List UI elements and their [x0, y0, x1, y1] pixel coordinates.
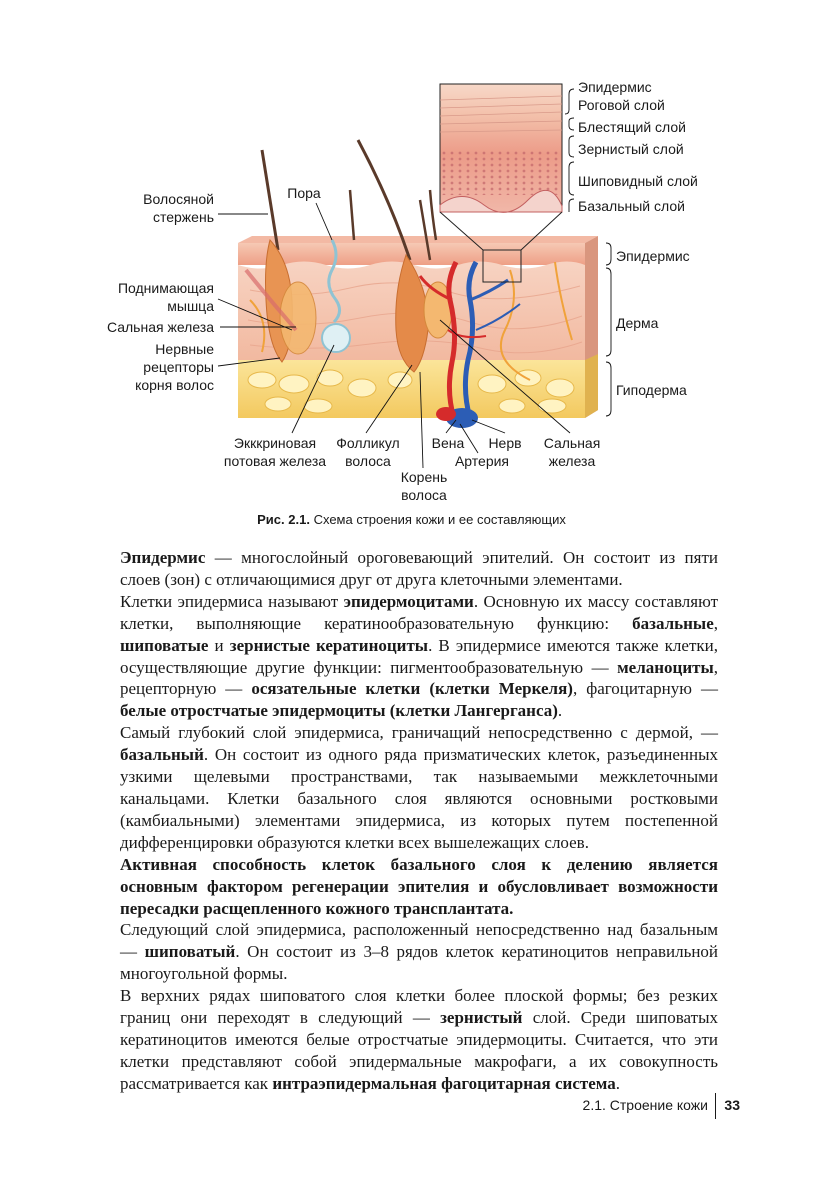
- label-eccrine-1: Экккриновая: [233, 435, 317, 451]
- p2-text-7: , фагоцитарную —: [572, 679, 718, 699]
- label-inset-epidermis: Эпидермис: [578, 79, 652, 95]
- p2-text-1: Клетки эпидермиса называют: [120, 591, 344, 611]
- p3-text-1: Самый глубокий слой эпидермиса, граничащий непосредственно с дермой, —: [120, 723, 718, 743]
- label-nerve: Нерв: [488, 435, 522, 451]
- term-melanocytes: меланоциты: [617, 657, 714, 677]
- paragraph-1: [120, 547, 718, 591]
- p2-text-8: .: [557, 701, 563, 721]
- p2-text-6: , рецепторную —: [120, 657, 718, 699]
- label-nerve-receptors-2: рецепторы: [143, 359, 214, 375]
- label-nerve-receptors-3: корня волос: [135, 377, 214, 393]
- figure-caption: [0, 512, 823, 527]
- term-spinous: шиповатые: [120, 635, 209, 655]
- label-nerve-receptors-1: Нервные: [155, 341, 214, 357]
- p2-text-2: . Основную их массу составляют клетки, выполняющие кератинообразовательную функцию:: [120, 591, 718, 633]
- caption-text: Схема строения кожи и ее составляющих: [313, 512, 566, 527]
- p3-text-2: . Он состоит из одного ряда призматических клеток, разъединенных узкими щелевыми пространствами, так называемыми межклеточными канальцами. Клетки базального слоя являются основными ростковыми (камбиальными) элементами эпидермиса, из которых путем постепенной дифференцировки образуются клетки всех вышележащих слоев.: [120, 745, 718, 852]
- term-phagocytic-system: интраэпидермальная фагоцитарная система: [272, 1073, 616, 1093]
- label-stratum-lucidum: Блестящий слой: [578, 119, 686, 135]
- label-follicle-1: Фолликул: [336, 435, 400, 451]
- p2-text-5: . В эпидермисе имеются также клетки, осуществляющие другие функции: пигментообразовательную —: [120, 635, 718, 677]
- label-hair-shaft-1: Волосяной: [143, 191, 214, 207]
- p5-text-1: Следующий слой эпидермиса, расположенный непосредственно над базальным —: [120, 920, 718, 962]
- body-text: [120, 547, 718, 1095]
- term-granular-keratinocytes: зернистые кератиноциты: [229, 635, 429, 655]
- label-eccrine-2: потовая железа: [223, 453, 327, 469]
- caption-label: Рис. 2.1.: [257, 512, 310, 527]
- footer-section-title: 2.1. Строение кожи: [582, 1097, 708, 1113]
- paragraph-5: [120, 919, 718, 985]
- label-root-2: волоса: [401, 487, 447, 503]
- label-stratum-basale: Базальный слой: [578, 198, 685, 214]
- footer-divider: [715, 1093, 717, 1119]
- term-merkel-cells: осязательные клетки (клетки Меркеля): [251, 679, 573, 699]
- label-follicle-2: волоса: [345, 453, 391, 469]
- label-stratum-granulosum: Зернистый слой: [578, 141, 684, 157]
- term-basal: базальные: [632, 613, 714, 633]
- paragraph-3: [120, 722, 718, 853]
- term-langerhans-cells: белые отростчатые эпидермоциты (клетки Лангерганса): [120, 701, 558, 721]
- label-hair-shaft-2: стержень: [152, 209, 214, 225]
- skin-structure-figure: [0, 0, 823, 540]
- label-sebaceous-right-2: железа: [548, 453, 596, 469]
- term-epidermocytes: эпидермоцитами: [343, 591, 474, 611]
- p6-text-3: .: [615, 1073, 620, 1093]
- highlight-regeneration: Активная способность клеток базального слоя к делению является основным фактором регенерации эпителия и обусловливает возможности пересадки расщепленного кожного трансплантата.: [120, 854, 718, 918]
- label-root-1: Корень: [400, 469, 448, 485]
- term-basal-layer: базальный: [120, 745, 204, 765]
- label-arrector-1: Поднимающая: [117, 280, 214, 296]
- label-pore: Пора: [287, 185, 321, 201]
- label-sebaceous-right-1: Сальная: [543, 435, 601, 451]
- paragraph-2: [120, 591, 718, 722]
- p2-text-4: и: [208, 635, 230, 655]
- p6-text-2: слой. Среди шиповатых кератиноцитов имеются белые отростчатые эпидермоциты. Считается, что эти клетки представляют собой эпидермальные макрофаги, а их совокупность рассматривается как: [120, 1008, 718, 1093]
- p1-text: — многослойный ороговевающий эпителий. Он состоит из пяти слоев (зон) с отличающимися друг от друга клеточными элементами.: [120, 548, 718, 589]
- label-stratum-spinosum: Шиповидный слой: [578, 173, 698, 189]
- page-footer: [520, 1093, 740, 1121]
- label-sebaceous-left: Сальная железа: [106, 319, 214, 335]
- paragraph-4: [120, 854, 718, 920]
- label-epidermis: Эпидермис: [616, 248, 690, 264]
- term-spinous-layer: шиповатый: [144, 942, 236, 962]
- label-stratum-corneum: Роговой слой: [578, 97, 665, 113]
- term-granular-layer: зернистый: [440, 1008, 523, 1028]
- label-hypodermis: Гиподерма: [616, 382, 687, 398]
- term-epidermis: Эпидермис: [120, 548, 206, 567]
- page-number: 33: [724, 1097, 740, 1113]
- label-artery: Артерия: [454, 453, 510, 469]
- p2-text-3: ,: [713, 613, 718, 633]
- p6-text-1: В верхних рядах шиповатого слоя клетки более плоской формы; без резких границ они переходят в следующий —: [120, 986, 718, 1028]
- label-arrector-2: мышца: [167, 298, 214, 314]
- paragraph-6: [120, 985, 718, 1095]
- label-vein: Вена: [431, 435, 465, 451]
- layer-brackets: [606, 243, 611, 416]
- inset-brackets: [565, 89, 574, 212]
- label-dermis: Дерма: [616, 315, 659, 331]
- p5-text-2: . Он состоит из 3–8 рядов клеток кератиноцитов неправильной многоугольной формы.: [120, 942, 719, 984]
